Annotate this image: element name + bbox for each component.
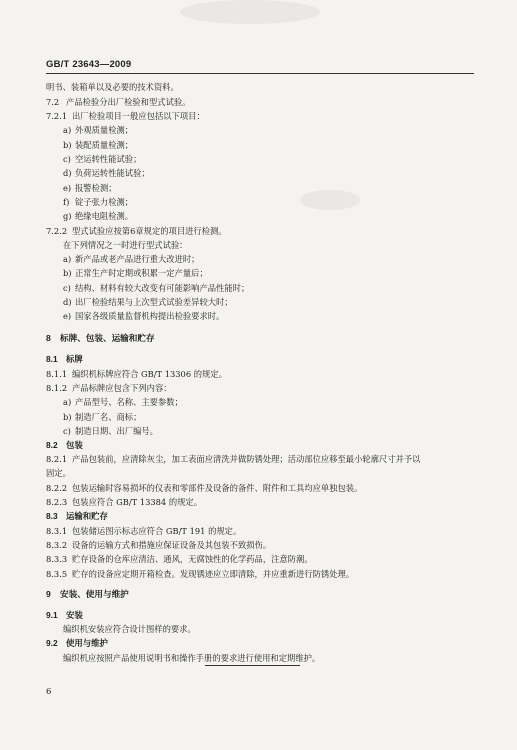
line-text: 编织机应按照产品使用说明书和操作手册的要求进行使用和定期维护。	[63, 653, 321, 663]
line-text: 型式试验应按第6章规定的项目进行检测。	[72, 226, 227, 236]
text-line	[63, 197, 133, 208]
scan-smudge	[300, 190, 360, 210]
clause-number: a)	[63, 397, 72, 407]
clause-number: 8.3	[46, 511, 58, 521]
end-of-document-rule	[205, 665, 300, 666]
clause-number: 8.2.3	[46, 497, 68, 507]
clause-number: 8.2.1	[46, 454, 68, 464]
text-line	[46, 569, 354, 580]
text-line	[63, 397, 183, 408]
line-text: 使用与维护	[66, 638, 108, 648]
line-text: 安装、使用与维护	[60, 589, 129, 599]
clause-number: 9.2	[46, 638, 58, 648]
line-text: 包装储运图示标志应符合 GB/T 191 的规定。	[72, 526, 242, 536]
line-text: 锭子张力检测；	[75, 197, 134, 207]
line-text: 标牌、包装、运输和贮存	[60, 333, 155, 343]
line-text: 包装应符合 GB/T 13384 的规定。	[72, 497, 203, 507]
line-text: 在下列情况之一时进行型式试验：	[63, 240, 188, 250]
text-line	[63, 240, 187, 251]
line-text: 贮存设备的仓库应清洁、通风，无腐蚀性的化学药品，注意防潮。	[72, 554, 313, 564]
subsection-heading	[46, 610, 83, 621]
text-line	[46, 97, 190, 108]
text-line	[46, 454, 420, 465]
line-text: 外观质量检测；	[75, 125, 134, 135]
subsection-heading	[46, 638, 108, 649]
text-line	[63, 140, 133, 151]
clause-number: 8.1.2	[46, 383, 68, 393]
clause-number: e)	[63, 183, 72, 193]
clause-number: 8.1	[46, 354, 58, 364]
line-text: 包装运输时容易损坏的仪表和零部件及设备的备件、附件和工具均应单独包装。	[72, 483, 363, 493]
clause-number: e)	[63, 311, 72, 321]
line-text: 出厂检验项目一般应包括以下项目：	[72, 111, 205, 121]
text-line	[46, 526, 241, 537]
section-heading	[46, 589, 129, 600]
subsection-heading	[46, 511, 108, 522]
clause-number: 8.1.1	[46, 369, 68, 379]
text-line	[46, 554, 313, 565]
line-text: 正常生产时定期或积累一定产量后；	[75, 268, 208, 278]
text-line	[46, 82, 179, 93]
clause-number: 8.2	[46, 440, 58, 450]
subsection-heading	[46, 354, 83, 365]
line-text: 产品型号、名称、主要参数；	[75, 397, 183, 407]
clause-number: 8.3.2	[46, 540, 68, 550]
text-line	[63, 624, 196, 635]
line-text: 负荷运转性能试验；	[75, 168, 150, 178]
clause-number: b)	[63, 268, 72, 278]
line-text: 产品检验分出厂检验和型式试验。	[66, 97, 191, 107]
standard-code-header: GB/T 23643—2009	[46, 59, 132, 70]
line-text: 制造厂名、商标；	[75, 412, 142, 422]
line-text: 绝缘电阻检测。	[75, 211, 134, 221]
clause-number: 8.3.5	[46, 569, 68, 579]
clause-number: c)	[63, 154, 71, 164]
text-line	[46, 111, 205, 122]
clause-number: a)	[63, 254, 72, 264]
clause-number: 7.2	[46, 97, 60, 107]
line-text: 出厂检验结果与上次型式试验差异较大时；	[75, 297, 233, 307]
line-text: 贮存的设备应定期开箱检查。发现锈迹应立即清除，并应重新进行防锈处理。	[72, 569, 355, 579]
section-heading	[46, 333, 155, 344]
text-line	[63, 283, 249, 294]
text-line	[63, 311, 224, 322]
text-line	[63, 211, 133, 222]
clause-number: d)	[63, 168, 72, 178]
line-text: 产品包装前，应清除灰尘，加工表面应清洗并做防锈处理；活动部位应移至最小轮廓尺寸并予以	[72, 454, 421, 464]
text-line	[63, 254, 199, 265]
text-line	[63, 412, 141, 423]
line-text: 国家各级质量监督机构提出检验要求时。	[75, 311, 225, 321]
line-text: 装配质量检测；	[75, 140, 134, 150]
clause-number: 7.2.1	[46, 111, 68, 121]
text-line	[63, 154, 141, 165]
line-text: 设备的运输方式和措施应保证设备及其包装不致损伤。	[72, 540, 272, 550]
line-text: 编织机标牌应符合 GB/T 13306 的规定。	[72, 369, 227, 379]
line-text: 安装	[66, 610, 83, 620]
text-line	[46, 468, 71, 479]
clause-number: c)	[63, 283, 71, 293]
line-text: 编织机安装应符合设计图样的要求。	[63, 624, 196, 634]
text-line	[63, 168, 150, 179]
scan-smudge	[180, 0, 320, 24]
text-line	[46, 383, 172, 394]
clause-number: d)	[63, 297, 72, 307]
text-line	[63, 268, 208, 279]
line-text: 标牌	[66, 354, 83, 364]
line-text: 运输和贮存	[66, 511, 108, 521]
line-text: 明书、装箱单以及必要的技术资料。	[46, 82, 179, 92]
clause-number: 8	[46, 333, 51, 343]
text-line	[63, 183, 117, 194]
clause-number: b)	[63, 412, 72, 422]
clause-number: b)	[63, 140, 72, 150]
line-text: 包装	[66, 440, 83, 450]
clause-number: a)	[63, 125, 72, 135]
text-line	[63, 297, 233, 308]
line-text: 空运转性能试验；	[75, 154, 142, 164]
line-text: 产品标牌应包含下列内容：	[72, 383, 172, 393]
clause-number: 8.3.1	[46, 526, 68, 536]
clause-number: 9	[46, 589, 51, 599]
text-line	[46, 369, 227, 380]
line-text: 固定。	[46, 468, 71, 478]
clause-number: 7.2.2	[46, 226, 68, 236]
clause-number: c)	[63, 426, 71, 436]
text-line	[63, 426, 158, 437]
clause-number: 9.1	[46, 610, 58, 620]
clause-number: f)	[63, 197, 70, 207]
header-rule	[46, 73, 474, 74]
text-line	[46, 226, 227, 237]
page-number: 6	[46, 687, 52, 697]
text-line	[46, 483, 362, 494]
clause-number: g)	[63, 211, 72, 221]
line-text: 报警检测；	[75, 183, 117, 193]
line-text: 新产品或老产品进行重大改进时；	[75, 254, 200, 264]
line-text: 结构、材料有较大改变有可能影响产品性能时；	[75, 283, 250, 293]
text-line	[46, 540, 271, 551]
text-line	[46, 497, 202, 508]
clause-number: 8.3.3	[46, 554, 68, 564]
subsection-heading	[46, 440, 83, 451]
text-line	[63, 653, 320, 664]
text-line	[63, 125, 133, 136]
line-text: 制造日期、出厂编号。	[75, 426, 158, 436]
clause-number: 8.2.2	[46, 483, 68, 493]
